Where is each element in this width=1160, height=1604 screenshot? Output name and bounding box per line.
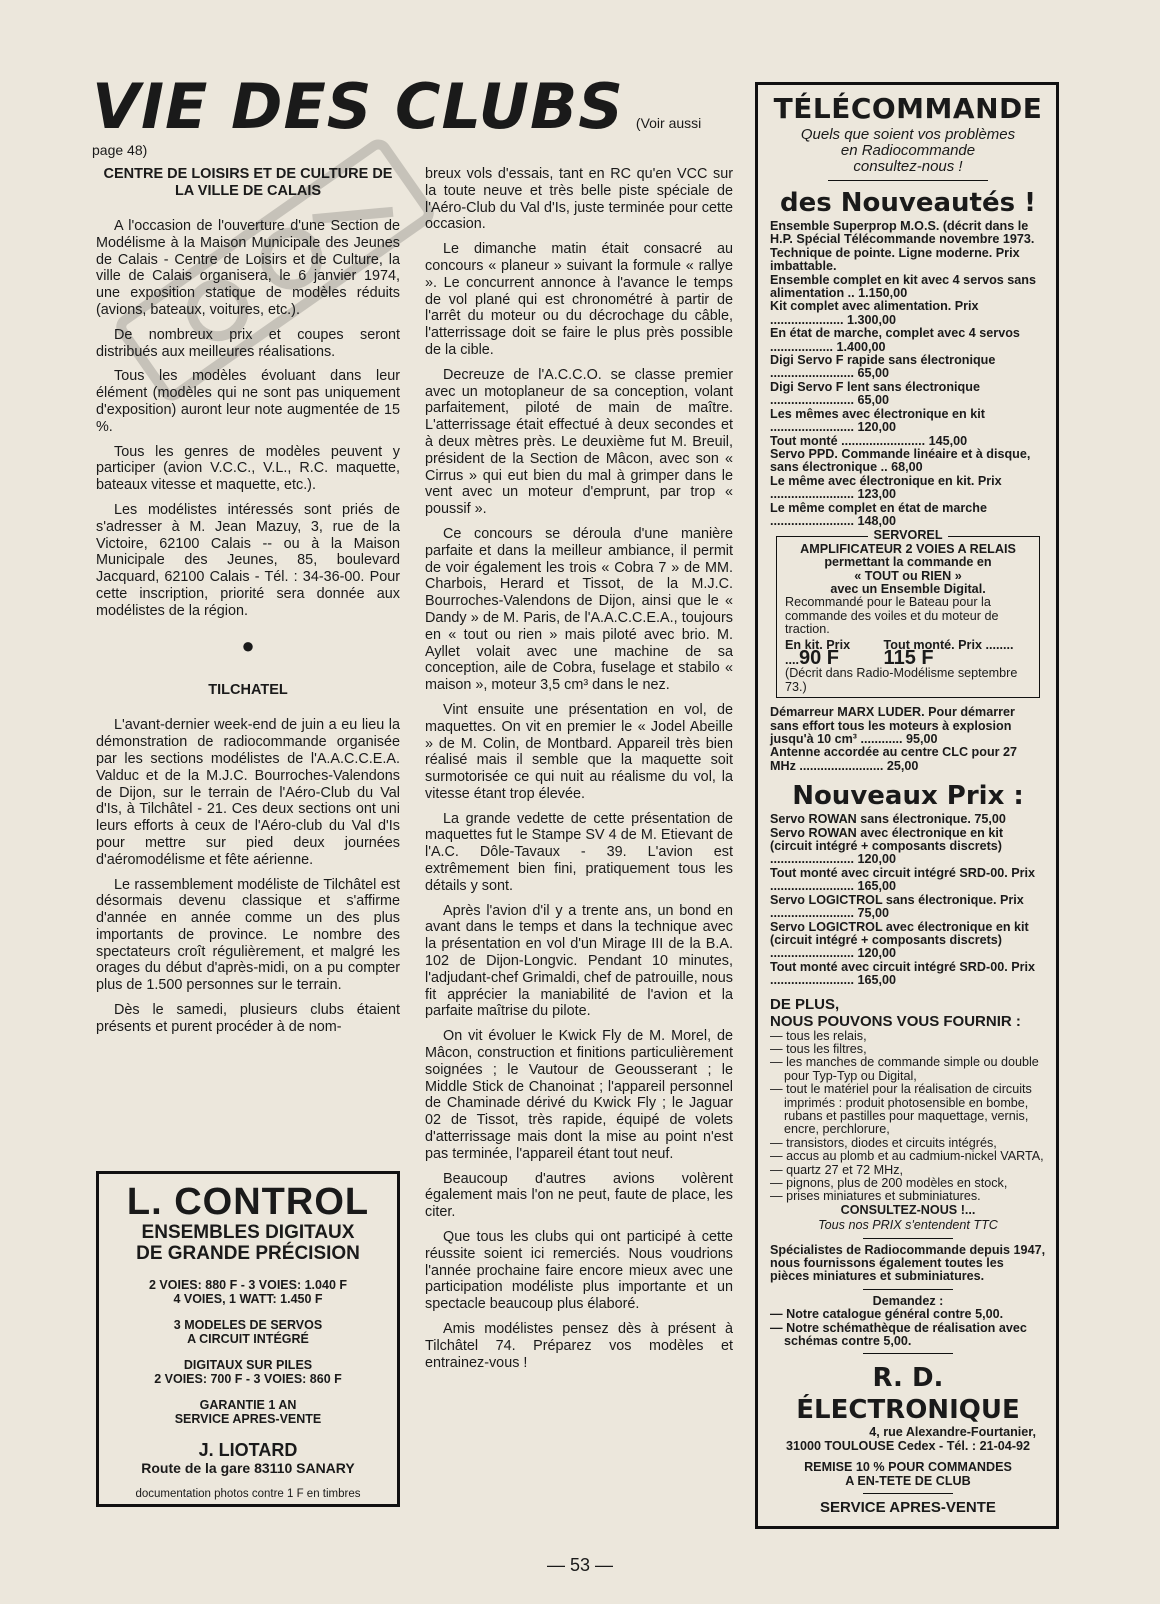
product-item: Antenne accordée au centre CLC pour 27 MHz ........................ 25,00 [770, 745, 1018, 773]
remise-line: A EN-TETE DE CLUB [845, 1473, 971, 1488]
product-item: Servo LOGICTROL sans électronique. Prix ........................ 75,00 [770, 892, 1024, 921]
advert-contact: J. LIOTARD [198, 1440, 298, 1460]
product-item: Tout monté avec circuit intégré SRD-00. Prix ........................ 165,00 [770, 959, 1036, 988]
product-item: Ensemble complet en kit avec 4 servos sans alimentation .. 1.150,00 [770, 272, 1036, 301]
servorel-note: (Décrit dans Radio-Modélisme septembre 73.) [785, 666, 1018, 694]
advert-line: A CIRCUIT INTÉGRÉ [187, 1332, 309, 1346]
advert-title: TÉLÉCOMMANDE [773, 92, 1043, 125]
advert-brand: L. CONTROL [126, 1181, 370, 1223]
deplus-line: DE PLUS, [770, 995, 840, 1013]
advert-subtitle: des Nouveautés ! [780, 188, 1036, 218]
title-note: (Voir aussi page 48) [92, 115, 702, 158]
list-item: — les manches de commande simple ou double pour Typ-Typ ou Digital, [770, 1055, 1039, 1083]
advert-line: DIGITAUX SUR PILES [183, 1358, 313, 1372]
article-heading-tilchatel: TILCHATEL [208, 682, 288, 699]
paragraph: La grande vedette de cette présentation de maquettes fut le Stampe SV 4 de M. Etievant de l'A.C. Dôle-Tavaux - 39. L'avion est extrêmement bien fini, pratiquement tous les détails y sont. [425, 810, 733, 894]
divider [828, 180, 988, 181]
product-list [770, 220, 1046, 528]
list-item: — quartz 27 et 72 MHz, [770, 1162, 903, 1177]
request-item: — Notre catalogue général contre 5,00. [770, 1307, 1004, 1322]
advert-line: 3 MODELES DE SERVOS [173, 1318, 323, 1332]
paragraph: A l'occasion de l'ouverture d'une Section de Modélisme à la Maison Municipale des Jeunes de Calais - Centre de Loisirs et de Culture, la ville de Calais organisera, le 6 janvier 1974, une exposition statique de modèles réduits (avions, bateaux, voitures, etc.). [96, 218, 400, 318]
product-item: En état de marche, complet avec 4 servos .................. 1.400,00 [770, 326, 1020, 354]
servorel-line: « TOUT ou RIEN » [854, 568, 962, 583]
product-item: Tout monté ........................ 145,00 [770, 433, 968, 448]
section-separator: ● [241, 632, 255, 658]
page-title [92, 70, 732, 158]
paragraph: Tous les modèles évoluant dans leur élément (modèles qui ne sont pas uniquement d'exposition) auront leur note augmentée de 15 %. [96, 368, 400, 435]
advert-subtitle: Nouveaux Prix : [792, 781, 1024, 812]
product-item: Ensemble Superprop M.O.S. (décrit dans le H.P. Spécial Télécommande novembre 1973. Technique de pointe. Ligne moderne. Prix imbattable. [770, 219, 1035, 274]
company-address: 31000 TOULOUSE Cedex - Tél. : 21-04-92 [785, 1438, 1031, 1453]
article-heading-calais: CENTRE DE LOISIRS ET DE CULTURE DE LA VILLE DE CALAIS [103, 166, 393, 199]
paragraph: Tous les genres de modèles peuvent y participer (avion V.C.C., V.L., R.C. maquette, bateaux vitesse et maquette, etc.). [96, 443, 400, 494]
divider [863, 1353, 953, 1354]
paragraph: Beaucoup d'autres avions volèrent également mais l'on ne peut, faute de place, les citer. [425, 1170, 733, 1221]
advert-address: Route de la gare 83110 SANARY [141, 1460, 355, 1476]
advert-tagline: Quels que soient vos problèmes [800, 126, 1016, 143]
remise-line: REMISE 10 % POUR COMMANDES [804, 1460, 1012, 1475]
paragraph: Que tous les clubs qui ont participé à cette réussite soient ici remerciés. Nous voudrions l'année prochaine faire encore mieux avec une participation modéliste plus importante et un spectacle beaucoup plus élaboré. [425, 1229, 733, 1313]
advert-line: GARANTIE 1 AN [199, 1398, 297, 1412]
list-item: — tout le matériel pour la réalisation de circuits imprimés : produit photosensible en bombe, rubans et pastilles pour maquettage, vernis, encre, perchlorure, [770, 1082, 1032, 1137]
deplus-line: NOUS POUVONS VOUS FOURNIR : [770, 1012, 1021, 1030]
company-address: 4, rue Alexandre-Fourtanier, [869, 1425, 1036, 1440]
paragraph: De nombreux prix et coupes seront distribués aux meilleures réalisations. [96, 326, 400, 360]
divider [863, 1289, 953, 1290]
paragraph: Vint ensuite une présentation en vol, de maquettes. On vit en premier le « Jodel Abeille » de M. Colin, de Montbard. Appareil très bien réalisé mais il semble que la maquette soit surmotorisée ce qui nuit au réalisme du vol, la vitesse étant trop élevée. [425, 701, 733, 802]
supply-list [770, 1030, 1046, 1204]
servorel-line: Recommandé pour le Bateau pour la commande des voiles et du moteur de traction. [785, 595, 999, 637]
request-item: — Notre schémathèque de réalisation avec schémas contre 5,00. [770, 1320, 1027, 1349]
product-item: Le même complet en état de marche ........................ 148,00 [770, 500, 987, 528]
paragraph: Dès le samedi, plusieurs clubs étaient présents et purent procéder à de nom- [96, 1002, 400, 1035]
list-item: — pignons, plus de 200 modèles en stock, [770, 1176, 1008, 1190]
divider [863, 1238, 953, 1239]
product-item: Servo PPD. Commande linéaire et à disque, sans électronique .. 68,00 [770, 446, 1031, 475]
advert-line: ENSEMBLES DIGITAUX [141, 1222, 355, 1243]
product-item: Digi Servo F lent sans électronique ........................ 65,00 [770, 379, 980, 408]
advert-line: 2 VOIES: 700 F - 3 VOIES: 860 F [154, 1372, 342, 1386]
advert-tagline: consultez-nous ! [853, 158, 963, 175]
advert-note: documentation photos contre 1 F en timbres [135, 1488, 361, 1500]
paragraph: L'avant-dernier week-end de juin a eu lieu la démonstration de radiocommande organisée par les sections modélistes de l'A.A.C.C.E.A. Valduc et de la M.J.C. Bourroches-Valendons de Dijon, sur le terrain de l'Aéro-Club du Val d'Is, à Tilchâtel - 21. Ces deux sections ont uni leurs efforts à ceux de l'Aéro-club du Val d'Is pour mettre sur pied deux journées d'aéromodélisme et fête aérienne. [96, 717, 400, 868]
servorel-line: permettant la commande en [824, 555, 992, 570]
product-item: Les mêmes avec électronique en kit ........................ 120,00 [770, 406, 985, 435]
servorel-mont-label: Tout monté. Prix ........ [883, 637, 1014, 652]
paragraph: Le dimanche matin était consacré au concours « planeur » suivant la formule « rallye ». Le concurrent annonce à l'avance le temps de vol plané qui est chronométré à partir de l'arrêt du moteur ou du décrochage du câble, l'atterrissage doit se faire le plus près possible de la cible. [425, 241, 733, 358]
ttc-note: Tous nos PRIX s'entendent TTC [818, 1218, 998, 1233]
sav-line: SERVICE APRES-VENTE [820, 1499, 996, 1517]
demandez: Demandez : [872, 1293, 944, 1308]
advert-lcontrol [96, 1171, 400, 1507]
advert-line: SERVICE APRES-VENTE [174, 1412, 322, 1426]
consultez: CONSULTEZ-NOUS !... [840, 1202, 976, 1217]
servorel-mont-price: 115 F [883, 647, 934, 669]
list-item: — accus au plomb et au cadmium-nickel VARTA, [770, 1149, 1044, 1164]
product-item: Digi Servo F rapide sans électronique ........................ 65,00 [770, 353, 996, 381]
servorel-label: SERVOREL [868, 529, 948, 542]
company-name: R. D. ÉLECTRONIQUE [796, 1363, 1020, 1426]
advert-line: 4 VOIES, 1 WATT: 1.450 F [173, 1292, 323, 1306]
paragraph: Decreuze de l'A.C.C.O. se classe premier avec un motoplaneur de sa conception, volant parfaitement, piloté de main de maître. L'atterrissage était effectué à deux secondes et à deux mètres près. Le deuxième fut M. Breuil, président de la Section de Mâcon, avec son « Cirrus » qui eut bien du mal à grimper dans le vent avec un moteur d'emprunt, par trop « poussif ». [425, 366, 733, 518]
page-number: — 53 — [546, 1555, 614, 1575]
paragraph: breux vols d'essais, tant en RC qu'en VCC sur la toute neuve et très belle piste spéciale de l'Aéro-Club du Val d'Is, juste terminée pour cette occasion. [425, 166, 733, 233]
product-item: Tout monté avec circuit intégré SRD-00. Prix ........................ 165,00 [770, 865, 1036, 894]
column-middle [425, 166, 733, 1379]
paragraph: On vit évoluer le Kwick Fly de M. Morel, de Mâcon, construction et finitions particulièrement soignées ; le Vautour de Geousserant ; le Middle Stick de Chanoinat ; l'appareil personnel de Chaminade dérivé du Kwick Fly ; le Jaguar 02 de Tissot, très rapide, équipé de volets d'atterrissage mais dont la mise au point n'est pas terminée, l'appareil étant tout neuf. [425, 1028, 733, 1162]
product-item: Servo LOGICTROL avec électronique en kit (circuit intégré + composants discrets) ........................ 120,00 [770, 919, 1029, 961]
list-item: — transistors, diodes et circuits intégrés, [770, 1135, 997, 1150]
list-item: — tous les filtres, [770, 1041, 867, 1056]
paragraph: Ce concours se déroula d'une manière parfaite et dans la meilleur ambiance, il permit de voir également les trois « Cobra 7 » de MM. Charbois, Herard et Tissot, de la M.J.C. Bourroches-Valendons de Dijon, ainsi que le « Dandy » de M. Paris, de l'A.A.C.C.E.A., toujours en « tout ou rien » mais piloté avec brio. M. Ayllet volait avec une machine de sa conception, aile de Cobra, fuselage et stabilo « maison », moteur 3,5 cm³ dans le nez. [425, 525, 733, 694]
product-item: Servo ROWAN avec électronique en kit (circuit intégré + composants discrets) ........................ 120,00 [770, 825, 1004, 867]
servorel-kit-price: 90 F [799, 647, 840, 669]
paragraph: Les modélistes intéressés sont priés de s'adresser à M. Jean Mazuy, 3, rue de la Victoire, 62100 Calais -- ou à la Maison Municipale des Jeunes, 85, boulevard Jacquard, 62100 Calais - Tél. : 34-36-00. Pour cette inscription, priorité sera donnée aux modélistes de la région. [96, 501, 400, 619]
advert-line: 2 VOIES: 880 F - 3 VOIES: 1.040 F [149, 1278, 347, 1292]
specialists: Spécialistes de Radiocommande depuis 1947, nous fournissons également toutes les pièces miniatures et subminiatures. [770, 1242, 1046, 1284]
title-text: VIE DES CLUBS [92, 70, 624, 143]
product-item: Servo ROWAN sans électronique. 75,00 [770, 812, 1006, 827]
advert-tagline: en Radiocommande [840, 142, 976, 159]
servorel-kit-label: En kit. Prix .... [785, 637, 851, 667]
list-item: — tous les relais, [770, 1028, 867, 1043]
product-item: Le même avec électronique en kit. Prix ........................ 123,00 [770, 473, 1002, 502]
paragraph: Le rassemblement modéliste de Tilchâtel est désormais devenu classique et s'affirme d'année en année comme un des plus importants de province. Le nombre des spectateurs croît régulièrement, et malgré les orages du début d'après-midi, on a pu compter plus de 1.500 personnes sur le terrain. [96, 876, 400, 994]
divider [863, 1493, 953, 1494]
advert-line: DE GRANDE PRÉCISION [136, 1243, 360, 1264]
column-left [96, 166, 400, 1044]
servorel-line: avec un Ensemble Digital. [830, 581, 986, 596]
list-item: — prises miniatures et subminiatures. [770, 1189, 981, 1204]
paragraph: Amis modélistes pensez dès à présent à Tilchâtel 74. Préparez vos modèles et entrainez-vous ! [425, 1321, 733, 1371]
servorel-line: AMPLIFICATEUR 2 VOIES A RELAIS [800, 541, 1016, 556]
product-item: Kit complet avec alimentation. Prix ..................... 1.300,00 [770, 299, 979, 327]
advert-telecommande [755, 82, 1059, 1529]
servorel-box [776, 528, 1040, 698]
paragraph: Après l'avion d'il y a trente ans, un bond en avant dans le temps et dans la technique avec la présentation en vol d'un Mirage III de la B.A. 102 de Dijon-Longvic. Pendant 10 minutes, l'adjudant-chef Grimaldi, chef de patrouille, nous fit apprécier la maniabilité de l'avion et la parfaite maîtrise du pilote. [425, 902, 733, 1020]
servorel-prices [785, 639, 1031, 668]
product-item: Démarreur MARX LUDER. Pour démarrer sans effort tous les moteurs à explosion jusqu'à 10 cm³ ............ 95,00 [770, 705, 1015, 747]
